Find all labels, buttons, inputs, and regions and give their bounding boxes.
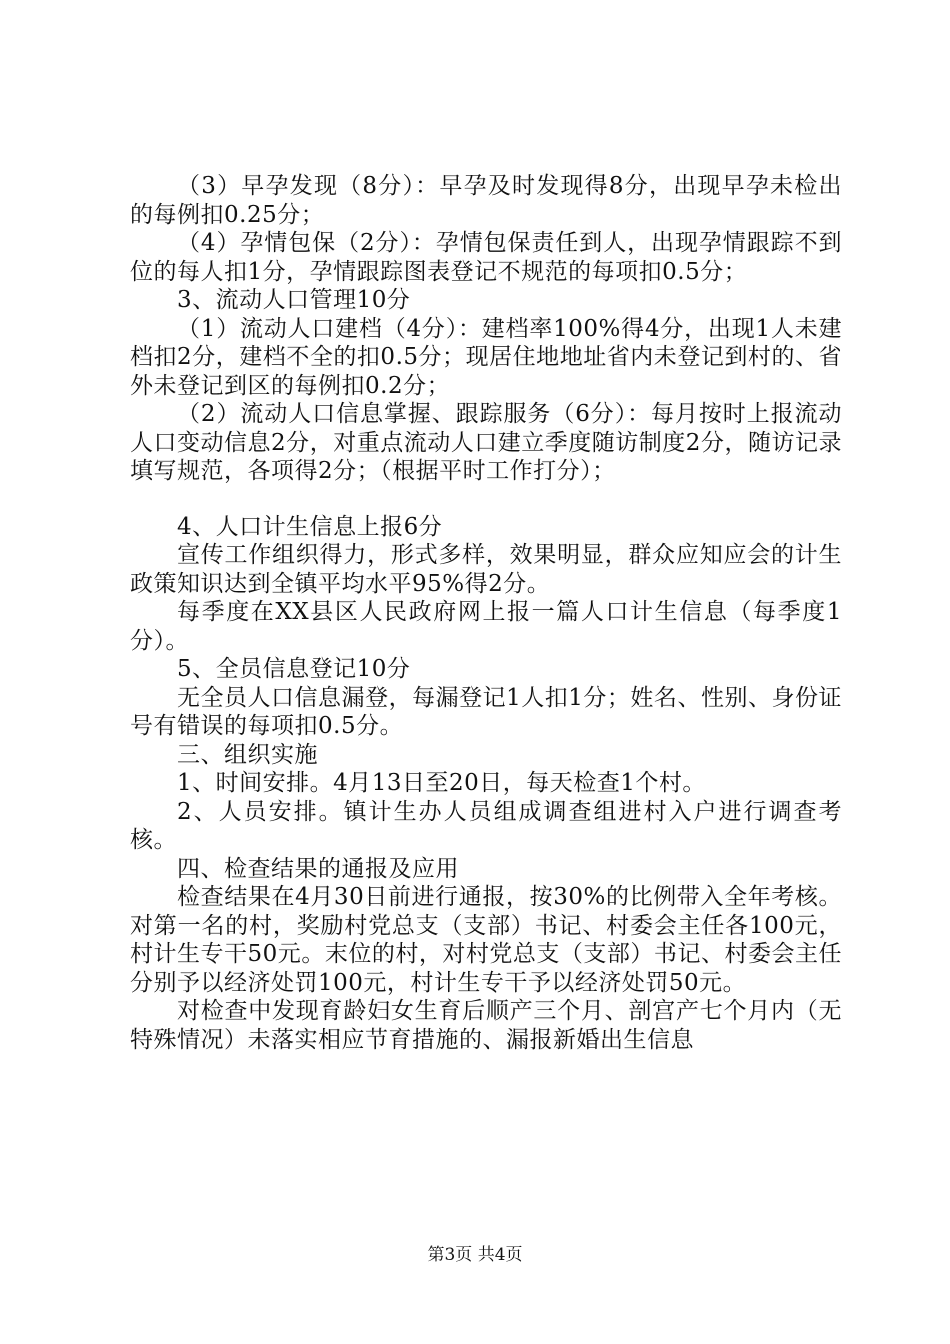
paragraph-floating-population-records: （1）流动人口建档（4分）：建档率100%得4分，出现1人未建档扣2分，建档不全的扣0.5分；现居住地地址省内未登记到村的、省外未登记到区的每例扣0.2分； [130, 315, 842, 399]
paragraph-inspection-findings: 对检查中发现育龄妇女生育后顺产三个月、剖宫产七个月内（无特殊情况）未落实相应节育措施的、漏报新婚出生信息 [130, 998, 842, 1053]
section-heading-full-registration: 5、全员信息登记10分 [177, 656, 411, 682]
paragraph-time-arrangement: 1、时间安排。4月13日至20日，每天检查1个村。 [177, 770, 706, 796]
section-heading-floating-population: 3、流动人口管理10分 [177, 287, 411, 313]
paragraph-results-notification: 检查结果在4月30日前进行通报，按30%的比例带入全年考核。对第一名的村，奖励村党总支（支部）书记、村委会主任各100元，村计生专干50元。末位的村，对村党总支（支部）书记、村委会主任分别予以经济处罚100元，村计生专干予以经济处罚50元。 [130, 884, 842, 996]
paragraph-publicity-work: 宣传工作组织得力，形式多样，效果明显，群众应知应会的计生政策知识达到全镇平均水平95%得2分。 [130, 542, 842, 597]
section-heading-results: 四、检查结果的通报及应用 [177, 855, 459, 882]
section-heading-implementation: 三、组织实施 [177, 741, 318, 768]
paragraph-staff-arrangement: 2、人员安排。镇计生办人员组成调查组进村入户进行调查考核。 [130, 798, 842, 853]
paragraph-registration-deductions: 无全员人口信息漏登，每漏登记1人扣1分；姓名、性别、身份证号有错误的每项扣0.5分。 [130, 684, 842, 739]
page-footer: 第3页 共4页 [427, 1245, 523, 1265]
section-heading-info-report: 4、人口计生信息上报6分 [177, 513, 443, 540]
document-body [130, 172, 842, 1054]
paragraph-floating-population-tracking: （2）流动人口信息掌握、跟踪服务（6分）：每月按时上报流动人口变动信息2分，对重点流动人口建立季度随访制度2分，随访记录填写规范，各项得2分；（根据平时工作打分）； [130, 401, 842, 484]
paragraph-quarterly-report: 每季度在XX县区人民政府网上报一篇人口计生信息（每季度1分）。 [130, 599, 842, 654]
paragraph-pregnancy-guarantee: （4）孕情包保（2分）：孕情包保责任到人，出现孕情跟踪不到位的每人扣1分，孕情跟踪图表登记不规范的每项扣0.5分； [130, 230, 842, 285]
paragraph-early-pregnancy: （3）早孕发现（8分）：早孕及时发现得8分，出现早孕未检出的每例扣0.25分； [130, 173, 842, 228]
